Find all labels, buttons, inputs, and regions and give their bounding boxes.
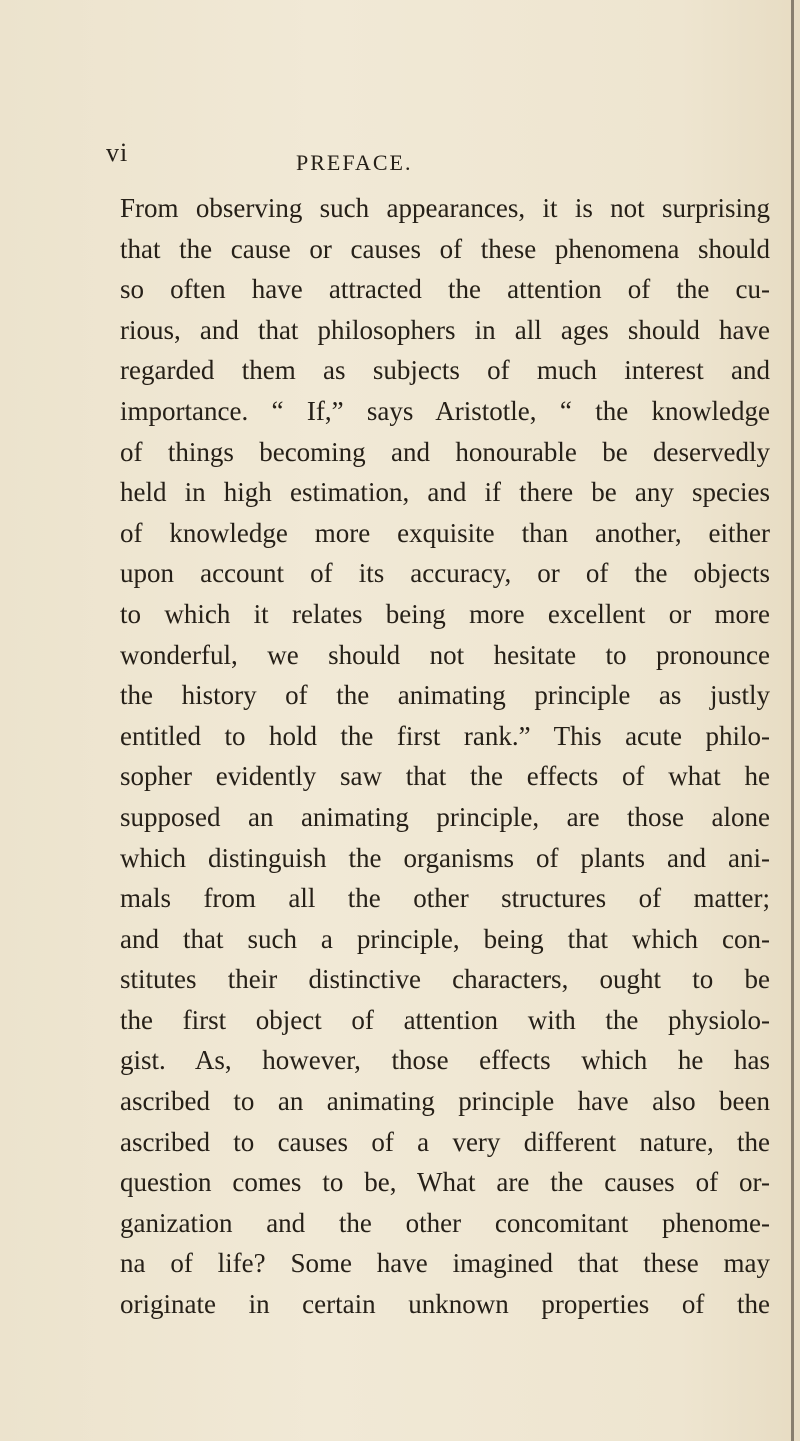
text-line: and that such a principle, being that which con- xyxy=(120,923,770,954)
text-line: wonderful, we should not hesitate to pronounce xyxy=(120,639,770,670)
text-line: sopher evidently saw that the effects of what he xyxy=(120,761,770,792)
text-line: mals from all the other structures of matter; xyxy=(120,883,770,914)
text-line: entitled to hold the first rank.” This acute philo- xyxy=(120,720,770,751)
text-line: rious, and that philosophers in all ages should have xyxy=(120,314,770,345)
text-line: na of life? Some have imagined that these may xyxy=(120,1248,770,1279)
text-line: importance. “ If,” says Aristotle, “ the knowledge xyxy=(120,395,770,426)
page-edge-shadow xyxy=(791,0,794,1441)
text-line: which distinguish the organisms of plants and ani- xyxy=(120,842,770,873)
text-line: of things becoming and honourable be deservedly xyxy=(120,436,770,467)
text-line: ganization and the other concomitant phenome- xyxy=(120,1207,770,1238)
running-head: PREFACE. xyxy=(296,150,413,175)
body-text xyxy=(120,188,770,1325)
text-line: upon account of its accuracy, or of the objects xyxy=(120,558,770,589)
page-number: vi xyxy=(106,138,129,167)
text-line: stitutes their distinctive characters, ought to be xyxy=(120,964,770,995)
text-line: originate in certain unknown properties of the xyxy=(120,1289,770,1320)
text-line: ascribed to causes of a very different nature, the xyxy=(120,1126,770,1157)
text-line: the history of the animating principle as justly xyxy=(120,680,770,711)
text-line: of knowledge more exquisite than another, either xyxy=(120,517,770,548)
text-line: ascribed to an animating principle have also been xyxy=(120,1086,770,1117)
text-line: gist. As, however, those effects which he has xyxy=(120,1045,770,1076)
text-line: so often have attracted the attention of the cu- xyxy=(120,274,770,305)
text-line: supposed an animating principle, are those alone xyxy=(120,801,770,832)
text-line: question comes to be, What are the causes of or- xyxy=(120,1167,770,1198)
text-line: the first object of attention with the physiolo- xyxy=(120,1004,770,1035)
text-line: From observing such appearances, it is not surprising xyxy=(120,193,770,223)
text-line: that the cause or causes of these phenomena should xyxy=(120,233,770,264)
text-line: to which it relates being more excellent or more xyxy=(120,598,770,629)
text-line: regarded them as subjects of much interest and xyxy=(120,355,770,386)
text-line: held in high estimation, and if there be any species xyxy=(120,477,770,508)
